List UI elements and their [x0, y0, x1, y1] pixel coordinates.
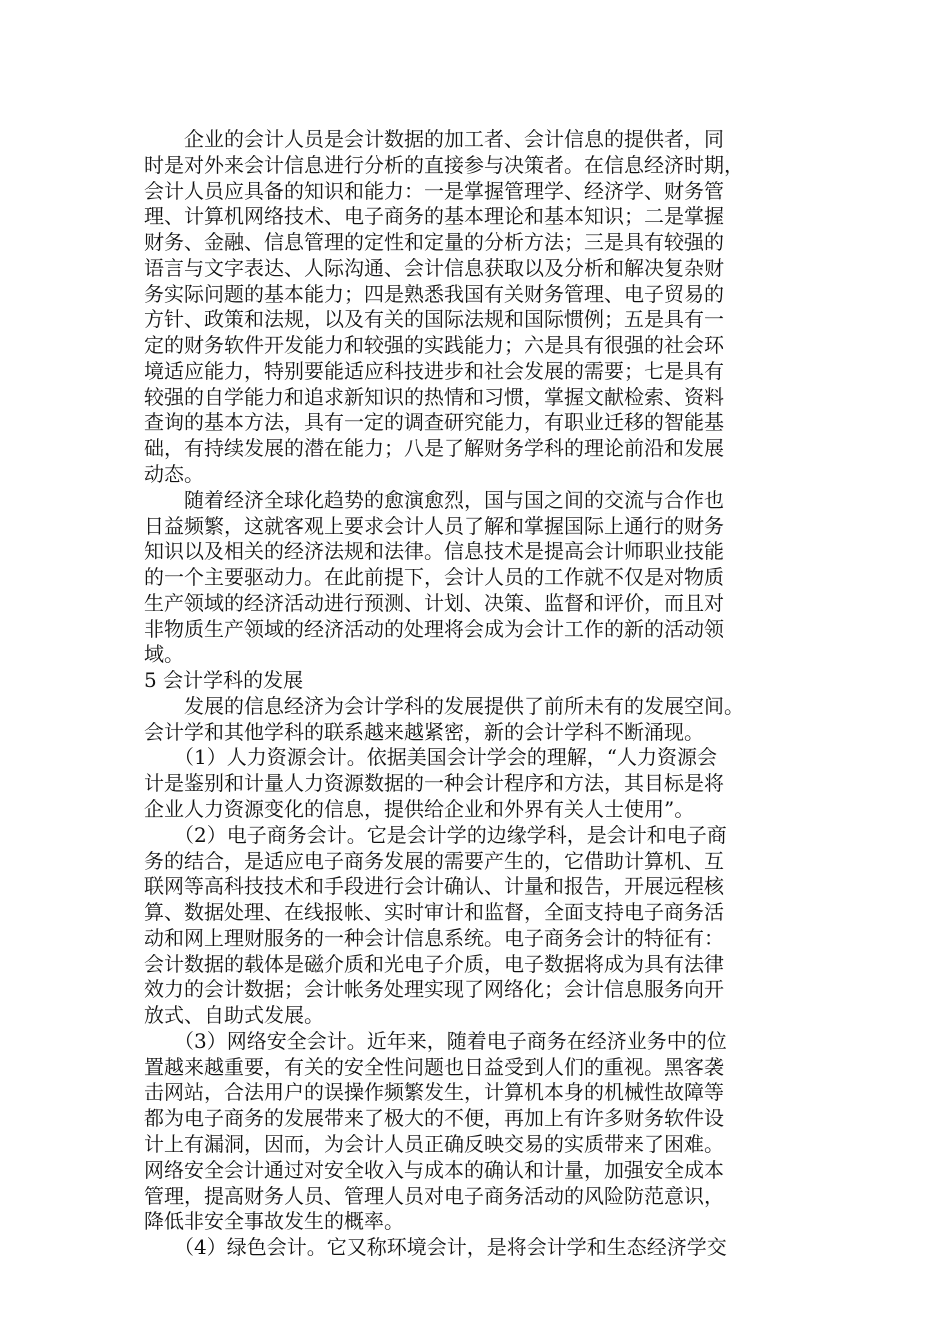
- text-line: 理、计算机网络技术、电子商务的基本理论和基本知识；二是掌握: [144, 204, 724, 228]
- text-line: 时是对外来会计信息进行分析的直接参与决策者。在信息经济时期，: [144, 153, 744, 177]
- text-line: 方针、政策和法规，以及有关的国际法规和国际惯例；五是具有一: [144, 307, 724, 331]
- text-line: 计上有漏洞，因而，为会计人员正确反映交易的实质带来了困难。: [144, 1132, 724, 1156]
- text-line: 降低非安全事故发生的概率。: [144, 1209, 404, 1233]
- text-line: 域。: [144, 642, 184, 666]
- text-line: 境适应能力，特别要能适应科技进步和社会发展的需要；七是具有: [144, 359, 724, 383]
- text-line: （1）人力资源会计。依据美国会计学会的理解，“人力资源会: [144, 745, 717, 769]
- text-line: 放式、自助式发展。: [144, 1003, 324, 1027]
- text-line: 效力的会计数据；会计帐务处理实现了网络化；会计信息服务向开: [144, 977, 724, 1001]
- section-heading: 5 会计学科的发展: [144, 668, 304, 692]
- text-line: 础，有持续发展的潜在能力；八是了解财务学科的理论前沿和发展: [144, 436, 724, 460]
- text-line: 财务、金融、信息管理的定性和定量的分析方法；三是具有较强的: [144, 230, 724, 254]
- text-line: 会计人员应具备的知识和能力：一是掌握管理学、经济学、财务管: [144, 179, 724, 203]
- text-line: 网络安全会计通过对安全收入与成本的确认和计量，加强安全成本: [144, 1158, 724, 1182]
- text-line: 知识以及相关的经济法规和法律。信息技术是提高会计师职业技能: [144, 539, 724, 563]
- text-line: 非物质生产领域的经济活动的处理将会成为会计工作的新的活动领: [144, 617, 724, 641]
- text-line: 企业人力资源变化的信息，提供给企业和外界有关人士使用”。: [144, 797, 695, 821]
- text-line: 的一个主要驱动力。在此前提下，会计人员的工作就不仅是对物质: [144, 565, 724, 589]
- text-line: 日益频繁，这就客观上要求会计人员了解和掌握国际上通行的财务: [144, 514, 724, 538]
- text-line: 联网等高科技技术和手段进行会计确认、计量和报告，开展远程核: [144, 874, 724, 898]
- text-line: 击网站，合法用户的误操作频繁发生，计算机本身的机械性故障等: [144, 1080, 724, 1104]
- text-line: 语言与文字表达、人际沟通、会计信息获取以及分析和解决复杂财: [144, 256, 724, 280]
- text-line: 查询的基本方法，具有一定的调查研究能力，有职业迁移的智能基: [144, 410, 724, 434]
- text-line: 都为电子商务的发展带来了极大的不便，再加上有许多财务软件设: [144, 1106, 724, 1130]
- text-line: 计是鉴别和计量人力资源数据的一种会计程序和方法，其目标是将: [144, 771, 724, 795]
- text-line: 较强的自学能力和追求新知识的热情和习惯，掌握文献检索、资料: [144, 385, 724, 409]
- text-line: （2）电子商务会计。它是会计学的边缘学科，是会计和电子商: [144, 823, 727, 847]
- text-line: 会计学和其他学科的联系越来越紧密，新的会计学科不断涌现。: [144, 720, 704, 744]
- text-line: 动态。: [144, 462, 204, 486]
- text-line: 算、数据处理、在线报帐、实时审计和监督，全面支持电子商务活: [144, 900, 724, 924]
- text-line: 管理，提高财务人员、管理人员对电子商务活动的风险防范意识，: [144, 1184, 724, 1208]
- text-line: 务实际问题的基本能力；四是熟悉我国有关财务管理、电子贸易的: [144, 282, 724, 306]
- text-line: 生产领域的经济活动进行预测、计划、决策、监督和评价，而且对: [144, 591, 724, 615]
- text-line: （3）网络安全会计。近年来，随着电子商务在经济业务中的位: [144, 1029, 727, 1053]
- text-line: 置越来越重要，有关的安全性问题也日益受到人们的重视。黑客袭: [144, 1055, 724, 1079]
- text-line: 随着经济全球化趋势的愈演愈烈，国与国之间的交流与合作也: [144, 488, 724, 512]
- text-line: 务的结合，是适应电子商务发展的需要产生的，它借助计算机、互: [144, 849, 724, 873]
- text-line: 动和网上理财服务的一种会计信息系统。电子商务会计的特征有：: [144, 926, 724, 950]
- text-line: （4）绿色会计。它又称环境会计，是将会计学和生态经济学交: [144, 1235, 727, 1259]
- text-line: 会计数据的载体是磁介质和光电子介质，电子数据将成为具有法律: [144, 952, 724, 976]
- text-line: 企业的会计人员是会计数据的加工者、会计信息的提供者，同: [144, 127, 724, 151]
- text-line: 发展的信息经济为会计学科的发展提供了前所未有的发展空间。: [144, 694, 744, 718]
- text-line: 定的财务软件开发能力和较强的实践能力；六是具有很强的社会环: [144, 333, 724, 357]
